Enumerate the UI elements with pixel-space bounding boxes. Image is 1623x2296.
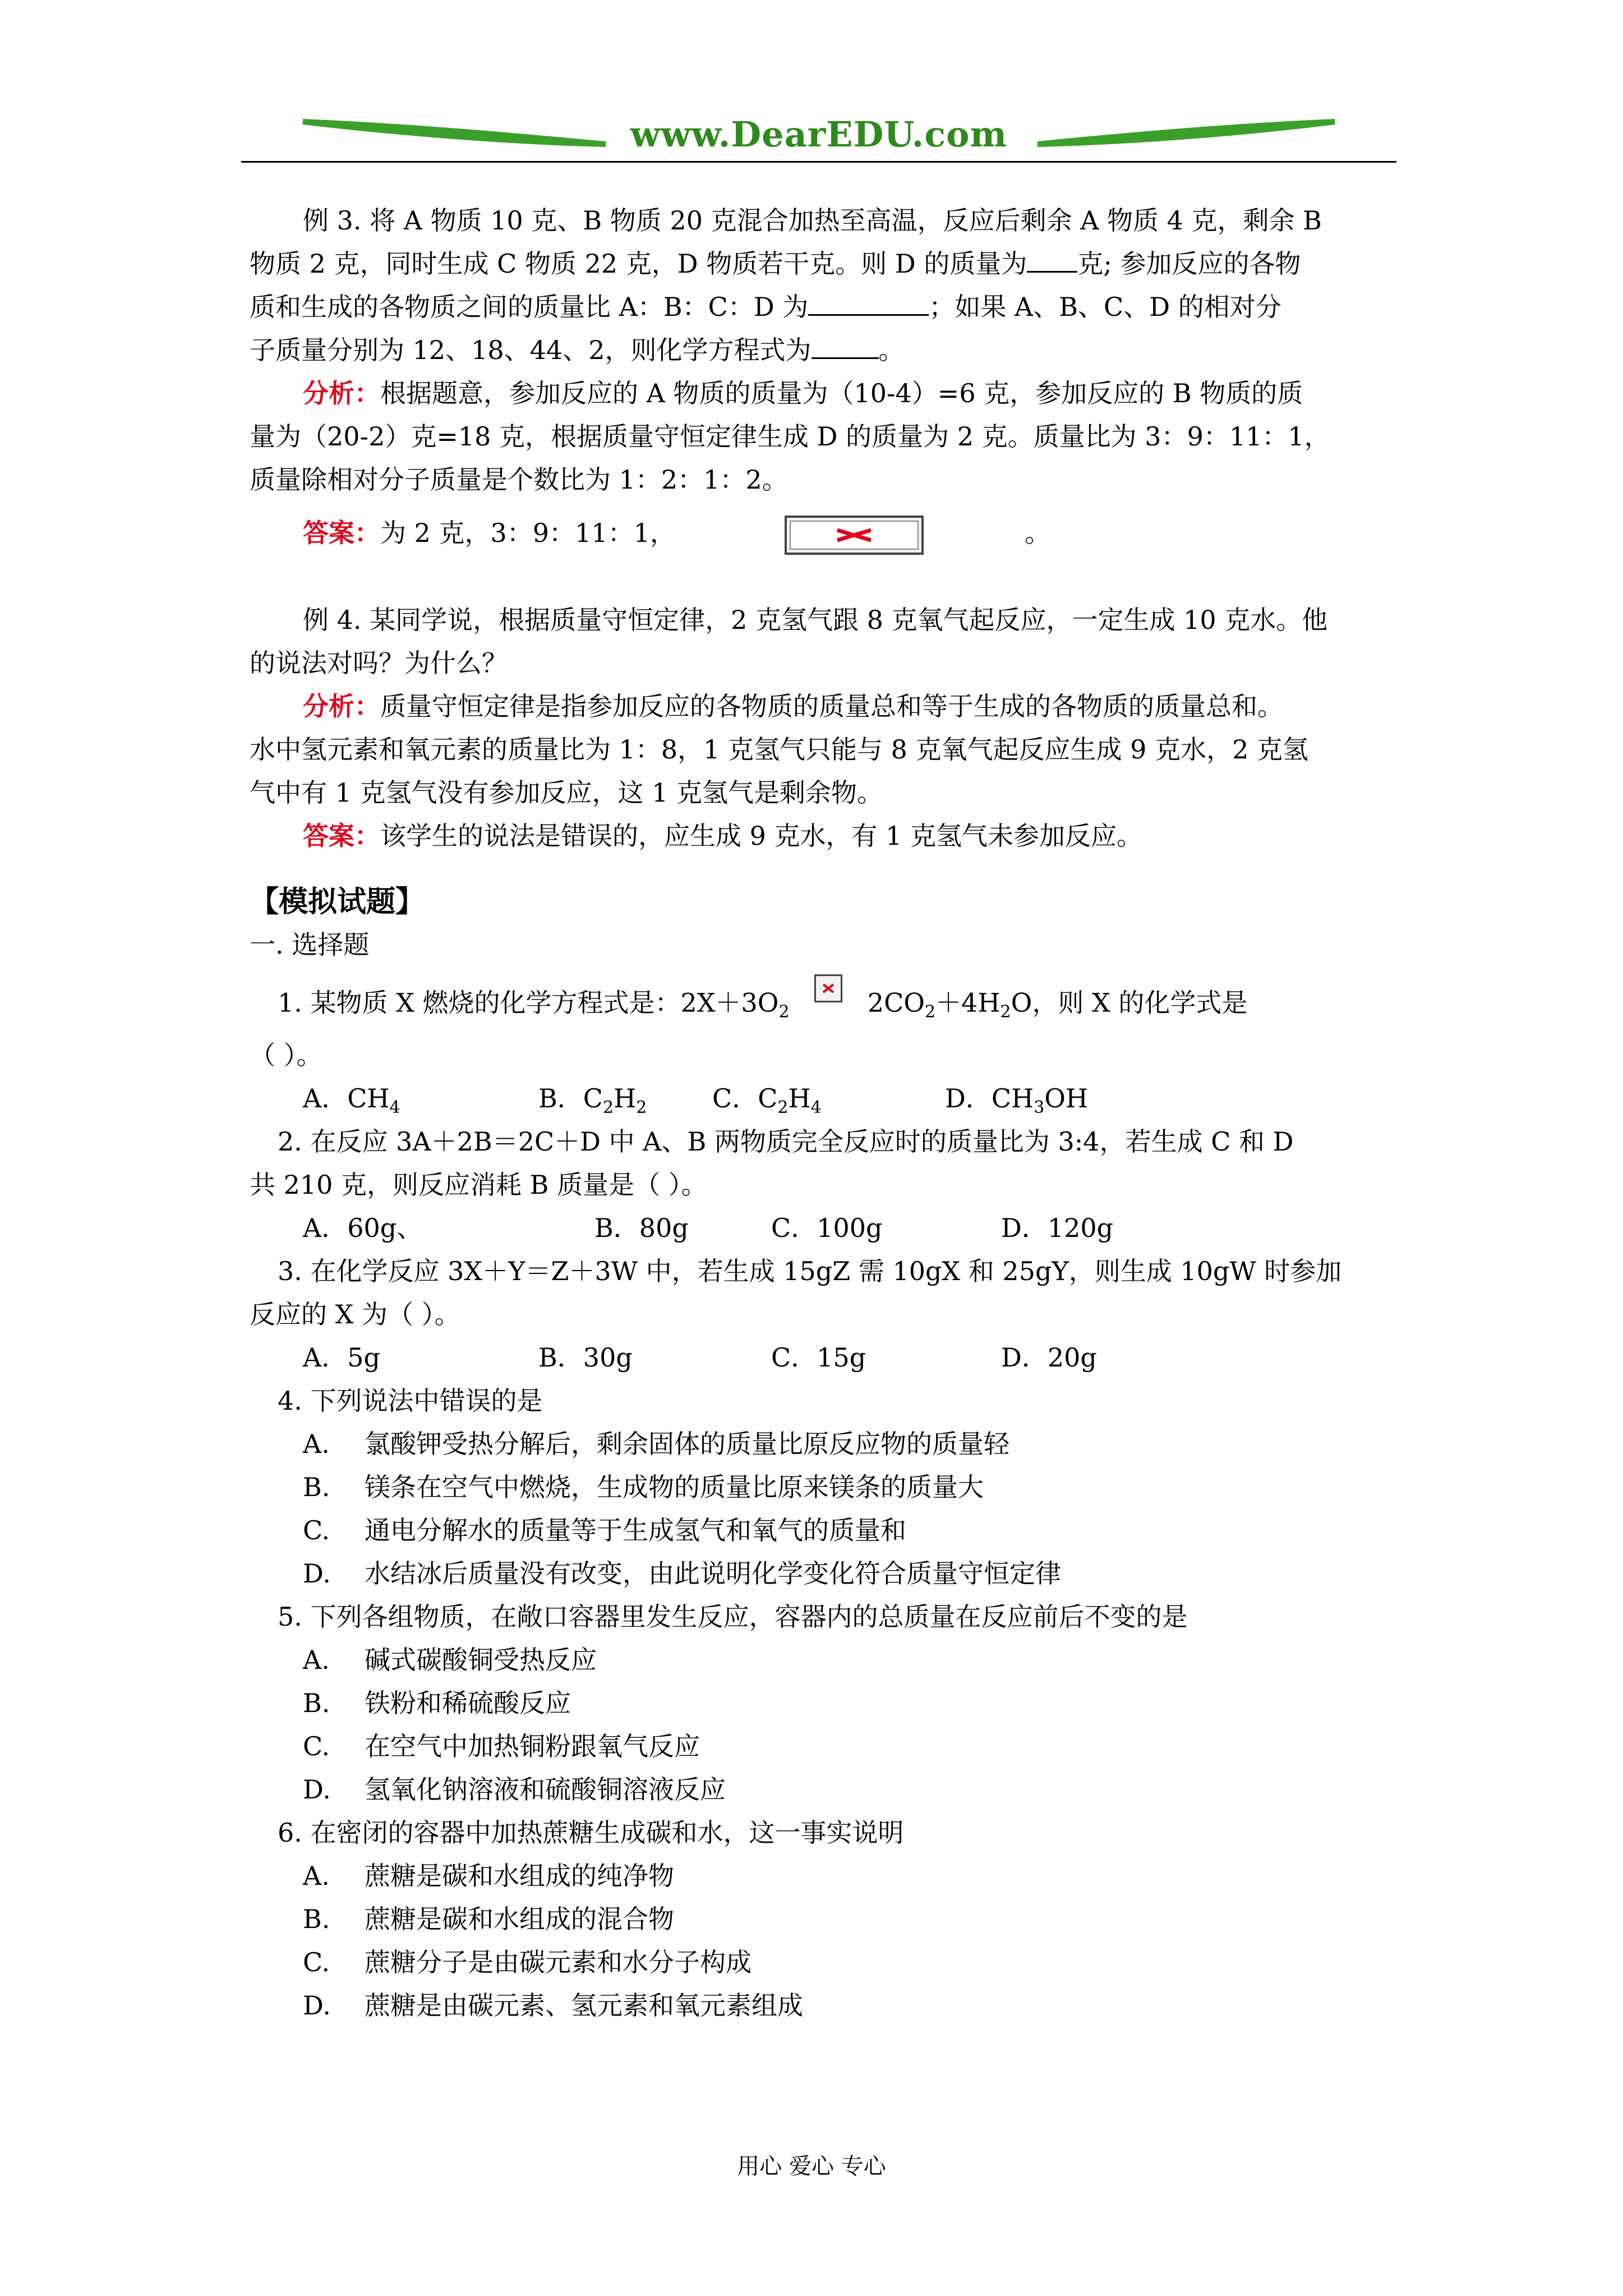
example3-line: 子质量分别为 12、18、44、2，则化学方程式为 。 (250, 335, 905, 365)
answer-label: 答案： (303, 821, 380, 851)
option-d: D. 蔗糖是由碳元素、氢元素和氧元素组成 (303, 1990, 803, 2021)
question-3-line: 反应的 X 为（ ）。 (250, 1299, 460, 1329)
option-a: A．$CH_4$ (303, 1083, 400, 1117)
example3-answer: 答案：为 2 克，3：9：11：1， 。 (250, 512, 1405, 565)
example3-analysis: 分析：根据题意，参加反应的 A 物质的质量为（10-4）=6 克，参加反应的 B 物质的质 (303, 378, 1303, 408)
question-2-line: 共 210 克，则反应消耗 B 质量是（ ）。 (250, 1169, 707, 1200)
option-a: A．60g、 (303, 1212, 423, 1243)
example3-analysis-line: 量为（20-2）克=18 克，根据质量守恒定律生成 D 的质量为 2 克。质量比为 3：9：11：1， (250, 421, 1330, 452)
option-c: C．100g (771, 1212, 883, 1243)
example3-line: 物质 2 克，同时生成 C 物质 22 克，D 物质若干克。则 D 的质量为 克; 参加反应的各物 (250, 249, 1301, 279)
option-a: A．5g (303, 1342, 380, 1373)
example4-answer: 答案：该学生的说法是错误的，应生成 9 克水，有 1 克氢气未参加反应。 (303, 821, 1143, 851)
broken-image-icon (785, 516, 924, 555)
option-c: C. 蔗糖分子是由碳元素和水分子构成 (303, 1947, 751, 1977)
question-3: 3. 在化学反应 3X＋Y＝Z＋3W 中，若生成 15gZ 需 10gX 和 25gY，则生成 10gW 时参加 (278, 1255, 1342, 1286)
option-b: B．80g (594, 1212, 689, 1243)
question-1: 1. 某物质 X 燃烧的化学方程式是：$2X+3O_2$ $2CO_2+4H_2O$，则 X 的化学式是 (250, 974, 1405, 1034)
answer-blank (808, 292, 929, 316)
site-logo: www.DearEDU.com (630, 114, 1008, 155)
option-a: A. 氯酸钾受热分解后，剩余固体的质量比原反应物的质量轻 (303, 1428, 1009, 1459)
question-1-blank: （ ）。 (250, 1039, 322, 1070)
question-4: 4. 下列说法中错误的是 (278, 1385, 543, 1416)
option-d: D．20g (1001, 1342, 1097, 1373)
example4-analysis-line: 水中氢元素和氧元素的质量比为 1：8，1 克氢气只能与 8 克氧气起反应生成 9 克水，2 克氢 (250, 734, 1308, 765)
document-body (250, 199, 1405, 2027)
answer-blank (811, 335, 879, 359)
example4-line: 例 4. 某同学说，根据质量守恒定律，2 克氢气跟 8 克氧气起反应，一定生成 10 克水。他 (303, 605, 1328, 635)
option-b: B．$C_2H_2$ (538, 1083, 647, 1117)
broken-image-icon (814, 974, 842, 1002)
question-6: 6. 在密闭的容器中加热蔗糖生成碳和水，这一事实说明 (278, 1817, 904, 1848)
section-subtitle: 一. 选择题 (250, 930, 370, 960)
option-d: D. 氢氧化钠溶液和硫酸铜溶液反应 (303, 1774, 726, 1805)
example4-line: 的说法对吗？为什么？ (250, 648, 508, 678)
answer-blank (1027, 249, 1077, 273)
example4-analysis: 分析：质量守恒定律是指参加反应的各物质的质量总和等于生成的各物质的质量总和。 (303, 691, 1283, 721)
option-c: C. 通电分解水的质量等于生成氢气和氧气的质量和 (303, 1515, 906, 1545)
question-1-options (250, 1077, 1405, 1120)
example3-analysis-line: 质量除相对分子质量是个数比为 1：2：1：2。 (250, 464, 788, 495)
section-title: 【模拟试题】 (250, 885, 425, 919)
option-d: D. 水结冰后质量没有改变，由此说明化学变化符合质量守恒定律 (303, 1558, 1061, 1589)
option-d: D．$CH_3OH$ (945, 1083, 1089, 1117)
option-c: C. 在空气中加热铜粉跟氧气反应 (303, 1731, 700, 1761)
option-b: B．30g (538, 1342, 633, 1373)
header-divider (241, 161, 1396, 163)
page-footer: 用心 爱心 专心 (737, 2154, 886, 2179)
option-d: D．120g (1001, 1212, 1114, 1243)
analysis-label: 分析： (303, 691, 380, 721)
question-5: 5. 下列各组物质，在敞口容器里发生反应，容器内的总质量在反应前后不变的是 (278, 1601, 1188, 1632)
option-a: A. 蔗糖是碳和水组成的纯净物 (303, 1860, 674, 1891)
example3-line: 质和生成的各物质之间的质量比 A：B：C：D 为 ；如果 A、B、C、D 的相对分 (250, 292, 1281, 322)
page-header (241, 109, 1396, 165)
option-b: B. 铁粉和稀硫酸反应 (303, 1687, 571, 1718)
option-c: C．15g (771, 1342, 866, 1373)
analysis-label: 分析： (303, 378, 380, 408)
example3-line: 例 3. 将 A 物质 10 克、B 物质 20 克混合加热至高温，反应后剩余 A 物质 4 克，剩余 B (303, 205, 1322, 236)
question-2-options (250, 1207, 1405, 1250)
option-a: A. 碱式碳酸铜受热反应 (303, 1644, 597, 1675)
question-3-options (250, 1336, 1405, 1379)
option-c: C．$C_2H_4$ (712, 1083, 822, 1117)
answer-label: 答案： (303, 518, 380, 548)
option-b: B. 镁条在空气中燃烧，生成物的质量比原来镁条的质量大 (303, 1471, 984, 1502)
question-2: 2. 在反应 3A＋2B＝2C＋D 中 A、B 两物质完全反应时的质量比为 3:4，若生成 C 和 D (278, 1126, 1294, 1157)
example4-analysis-line: 气中有 1 克氢气没有参加反应，这 1 克氢气是剩余物。 (250, 777, 883, 808)
option-b: B. 蔗糖是碳和水组成的混合物 (303, 1903, 674, 1934)
